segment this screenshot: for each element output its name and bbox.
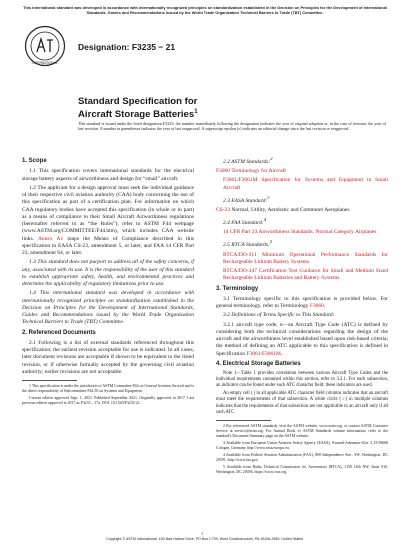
annex-a1-link[interactable]: Annex A1	[37, 235, 64, 242]
terminology-heading: 3. Terminology	[216, 285, 259, 292]
paragraph-1-3: 1.3 This standard does not purport to address all of the safety concerns, if any, associated with its use. It is the responsibility of the user of this standard to establish appropriate safety, health, and environmental practices and determine the applicability of regulatory limitations prior to use.	[22, 259, 194, 287]
f3060-link[interactable]: F3060	[309, 303, 324, 310]
ref-f3060-link[interactable]: F3060 Terminology for Aircraft	[216, 168, 286, 175]
ref-cs23-link[interactable]: CS-23	[216, 206, 231, 213]
footnote-divider	[22, 380, 77, 381]
referenced-documents-heading: 2. Referenced Documents	[22, 329, 96, 336]
right-column	[216, 155, 388, 477]
paragraph-1-2: 1.2 The applicant for a design approval must seek the individual guidance of their respective civil aviation authority (CAA) body concerning the use of this specification as part of a certification plan. For information on which CAA regulatory bodies have accepted this specification (in whole or in part) as a means of compliance to their Small Aircraft Airworthiness regulations (hereinafter referred to as “the Rules”), refer to ASTM F44 webpage (www.ASTM.org/COMMITTEE/F44.htm), which includes CAA website links. Annex A1 maps the Means of Compliance described in this specification to EASA CS-23, amendment 5, or later, and FAA 14 CFR Part 23, amendment 64, or later.	[22, 184, 194, 256]
left-column	[22, 155, 194, 408]
ref-cs23: CS-23 Normal, Utility, Aerobatic and Commuter Aeroplanes	[216, 206, 350, 213]
footnote-1-edition: Current edition approved Sept. 1, 2021. Published September 2021. Originally approved in 2017. Last previous edition approved in 2017 as F3235 – 17a. DOI: 10.1520/F3235-21.	[22, 396, 194, 405]
paragraph-3-2-1: 3.2.1 aircraft type code, n—an Aircraft Type Code (ATC) is defined by considering both the technical considerations regarding the design of the aircraft and the airworthiness level established based upon risk-based criteria; the method of defining an ATC applicable to this specification is defined in Specification F3061/F3061M.	[216, 321, 388, 357]
ref-do311-link[interactable]: RTCA/DO-311 Minimum Operational Performance Standards for Rechargeable Lithium Battery Systems	[223, 251, 388, 265]
title-line-1: Standard Specification for	[78, 96, 198, 107]
logo-text: INTERNATIONAL	[32, 61, 58, 65]
footnote-4: 4 Available from Federal Aviation Administration (FAA), 800 Independence Ave., SW, Washington, DC 20591, http://www.faa.gov.	[216, 452, 388, 462]
rtca-standards-heading: 2.5 RTCA Standards:$^5$	[223, 239, 273, 249]
ref-do347-link[interactable]: RTCA/DO-347 Certification Test Guidance for Small and Medium Sized Rechargeable Lithium Batteries and Battery Systems	[223, 268, 388, 282]
ref-f3061-link[interactable]: F3061/F3061M Specification for Systems and Equipment in Small Aircraft	[223, 177, 388, 191]
paragraph-2-1: 2.1 Following is a list of external standards referenced throughout this specification; the earliest revision acceptable for use is indicated. In all cases, later document revisions are acceptable if shown to be equivalent to the listed revision, or if otherwise formally accepted by the governing civil aviation authority; earlier revisions are not acceptable.	[22, 339, 194, 375]
f3061-link[interactable]: F3061/F3061M	[246, 350, 281, 357]
title-line-2: Aircraft Storage Batteries$^1$	[78, 109, 198, 121]
designation: Designation: F3235 − 21	[78, 42, 176, 52]
footnote-1: 1 This specification is under the jurisdiction of ASTM Committee F44 on General Aviation Aircraft and is the direct responsibility of Subcommittee F44.50 on Systems and Equipment.	[22, 384, 194, 393]
paragraph-1-4: 1.4 This international standard was developed in accordance with internationally recognized principles on standardization established in the Decision on Principles for the Development of International Standards, Guides and Recommendations issued by the World Trade Organization Technical Barriers to Trade (TBT) Committee.	[22, 290, 194, 326]
electrical-storage-batteries-heading: 4. Electrical Storage Batteries	[216, 360, 301, 367]
page-number: 1	[201, 531, 204, 536]
footnote-2: 2 For referenced ASTM standards, visit the ASTM website, www.astm.org, or contact ASTM Customer Service at service@astm.org. For Annual Book of ASTM Standards volume information, refer to the standard's Document Summary page on the ASTM website.	[216, 423, 388, 438]
note-1: Note 1—Table 1 provides correlation between various Aircraft Type Codes and the individual requirements contained within this section, refer to 3.2.1. For each subsection, an indicator can be found under each ATC character field; these indicators are used.	[216, 371, 388, 389]
preamble: This standard is issued under the fixed designation F3235; the number immediately following the designation indicates the year of original adoption or, in the case of revision, the year of last revision. A number in parentheses indicates the year of last reapproval. A superscript epsilon (ε) indicates an editorial change since the last revision or reapproval.	[78, 121, 386, 132]
paragraph-3-1: 3.1 Terminology specific to this specification is provided below. For general terminology, refer to Terminology F3060.	[216, 295, 388, 310]
international-standard-notice: This international standard was developed in accordance with internationally recognized principles on standardization established in the Decision on Principles for the Development of International Standards, Guides and Recommendations issued by the World Trade Organization Technical Barriers to Trade (TBT) Committee.	[23, 5, 387, 15]
scope-heading: 1. Scope	[22, 158, 47, 164]
copyright-footer: Copyright © ASTM International, 100 Barr Harbor Drive, PO Box C700, West Conshohocken, PA 19428-2959. United States	[106, 537, 303, 541]
note-1-continued: An empty cell ( ) in all applicable ATC character field columns indicates that an aircraft must meet the requirements of that subsection. A white circle (○) in multiple columns indicates that the requirements of that subsection are not applicable to an aircraft only if all such ATC	[216, 391, 388, 415]
faa-standard-heading: 2.4 FAA Standard:$^4$	[223, 217, 266, 226]
document-title	[78, 96, 198, 120]
footnote-5: 5 Available from Radio Technical Commission for Aeronautics (RTCA), 1150 18th NW, Suite 910, Washington, DC 20036, https://www.rtca.org.	[216, 464, 388, 474]
ref-14cfr-link[interactable]: 14 CFR Part 23 Airworthiness Standards: Normal Category Airplanes	[223, 229, 377, 236]
paragraph-1-1: 1.1 This specification covers international standards for the electrical storage battery aspects of airworthiness and design for “small” aircraft.	[22, 168, 194, 182]
easa-standard-heading: 2.3 EASA Standard:$^3$	[223, 194, 270, 204]
footnote-3: 3 Available from European Union Aviation Safety Agency (EASA), Konrad-Adenauer-Ufer 3, D-50668 Cologne, Germany, http://www.easa.europa.eu.	[216, 440, 388, 450]
footnote-divider-right	[216, 420, 271, 421]
astm-logo	[24, 25, 66, 67]
astm-standards-heading: 2.2 ASTM Standards:$^2$	[223, 156, 273, 165]
paragraph-3-2: 3.2 Definitions of Terms Specific to This Standard:	[223, 312, 335, 319]
